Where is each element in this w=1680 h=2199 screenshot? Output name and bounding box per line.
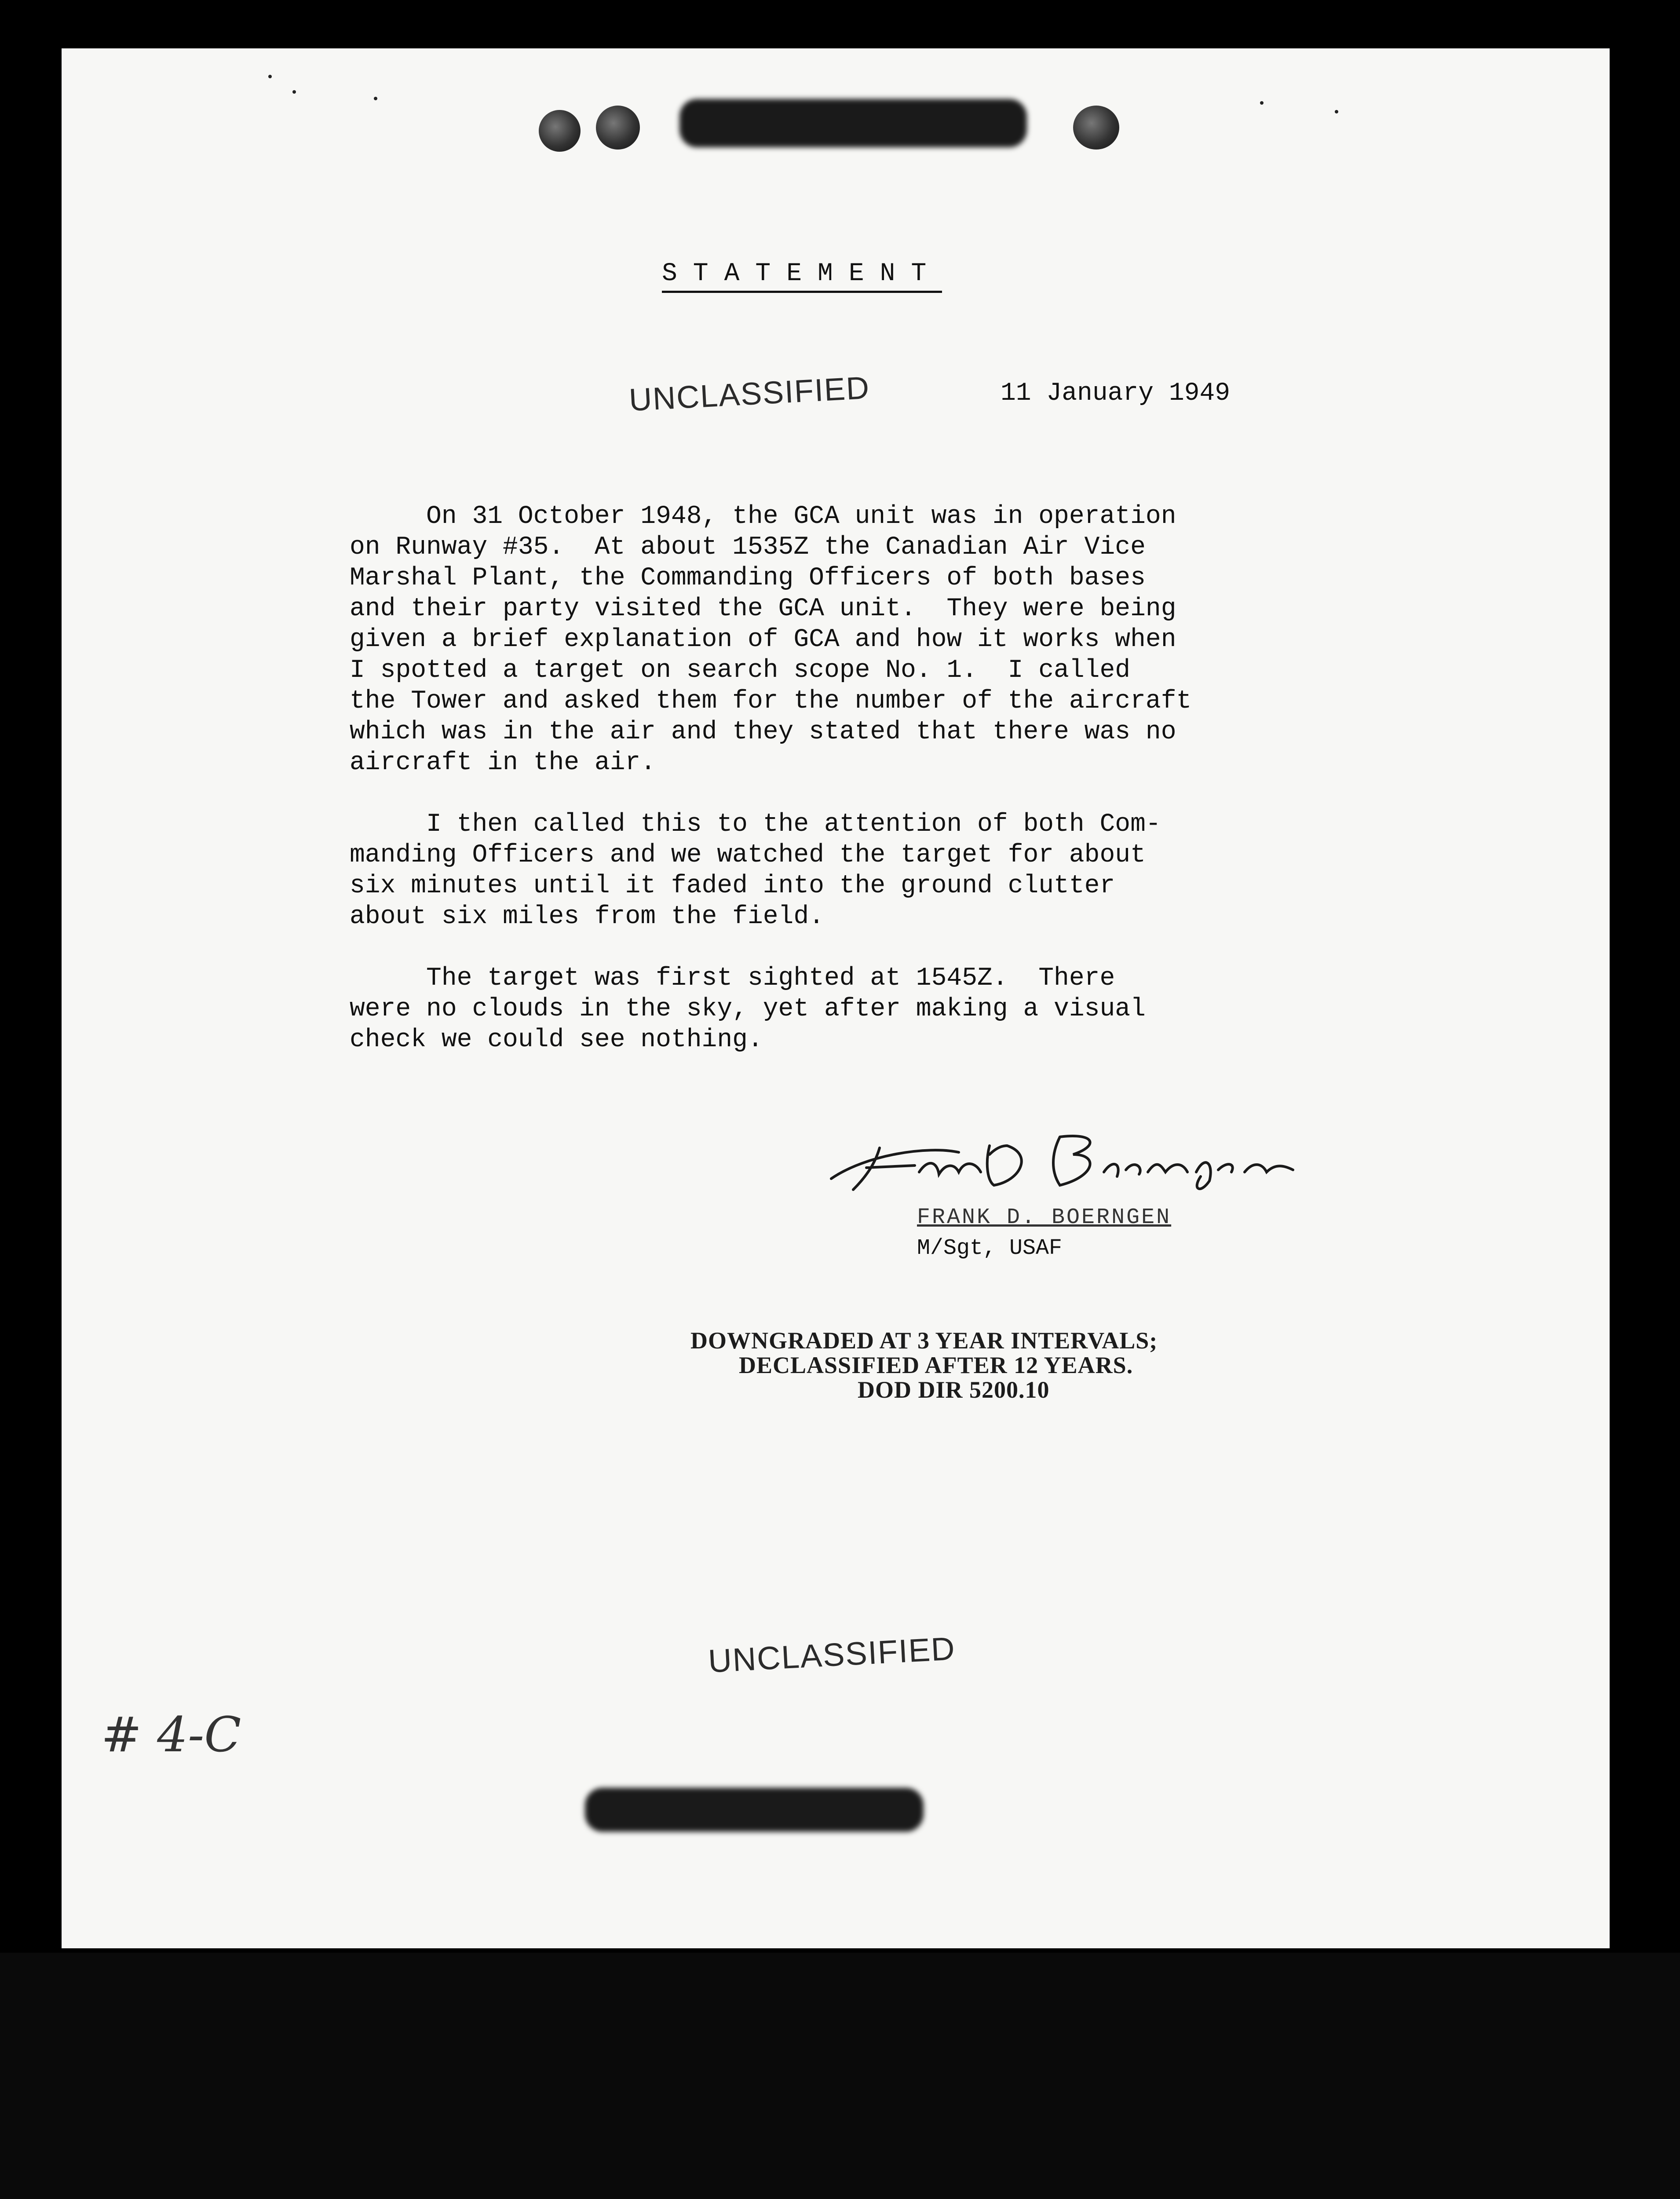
text-line: the Tower and asked them for the number of the aircraft (350, 687, 1192, 716)
text-line: about six miles from the field. (350, 902, 824, 931)
text-line: given a brief explanation of GCA and how it works when (350, 625, 1176, 654)
handwritten-file-mark: # 4-C (101, 1706, 241, 1763)
punch-hole-center (596, 106, 640, 150)
text-line: aircraft in the air. (350, 749, 656, 777)
text-line: Marshal Plant, the Commanding Officers of both bases (350, 564, 1146, 592)
signer-name: FRANK D. BOERNGEN (917, 1205, 1172, 1230)
speck (292, 90, 296, 94)
text-line: were no clouds in the sky, yet after making a visual (350, 995, 1146, 1023)
downgrade-stamp (690, 1328, 1262, 1402)
speck (1260, 101, 1264, 105)
text-line: I spotted a target on search scope No. 1. I called (350, 656, 1131, 685)
handwritten-signature (814, 1128, 1385, 1194)
text-line: I then called this to the attention of both Com- (350, 810, 1161, 839)
document-date: 11 January 1949 (1001, 379, 1231, 408)
text-line: manding Officers and we watched the target for about (350, 841, 1146, 869)
film-border-bottom (0, 1953, 1680, 2199)
text-line: on Runway #35. At about 1535Z the Canadian Air Vice (350, 533, 1146, 562)
statement-body (350, 501, 1405, 1086)
downgrade-line-3: DOD DIR 5200.10 (858, 1377, 1050, 1403)
paragraph-1 (350, 501, 1405, 778)
speck (1335, 110, 1338, 113)
text-line: check we could see nothing. (350, 1026, 763, 1054)
paragraph-2 (350, 809, 1405, 932)
classification-stamp-bottom: UNCLASSIFIED (707, 1630, 957, 1680)
document-page (62, 48, 1610, 1948)
text-line: The target was first sighted at 1545Z. There (350, 964, 1115, 993)
text-line: which was in the air and they stated that there was no (350, 718, 1176, 746)
signer-rank: M/Sgt, USAF (917, 1236, 1063, 1261)
punch-hole-right (1073, 106, 1119, 150)
paragraph-3 (350, 963, 1405, 1056)
speck (268, 75, 272, 78)
text-line: and their party visited the GCA unit. They were being (350, 595, 1176, 623)
document-title: STATEMENT (662, 259, 942, 293)
text-line: six minutes until it faded into the ground clutter (350, 872, 1115, 900)
speck (374, 97, 377, 100)
redaction-smudge-bottom (585, 1788, 924, 1832)
text-line: On 31 October 1948, the GCA unit was in operation (350, 502, 1176, 531)
downgrade-line-1: DOWNGRADED AT 3 YEAR INTERVALS; (690, 1327, 1158, 1354)
redaction-smudge-top (679, 99, 1027, 147)
punch-hole-left (539, 110, 581, 152)
classification-stamp-top: UNCLASSIFIED (628, 370, 871, 418)
downgrade-line-2: DECLASSIFIED AFTER 12 YEARS. (739, 1352, 1133, 1378)
